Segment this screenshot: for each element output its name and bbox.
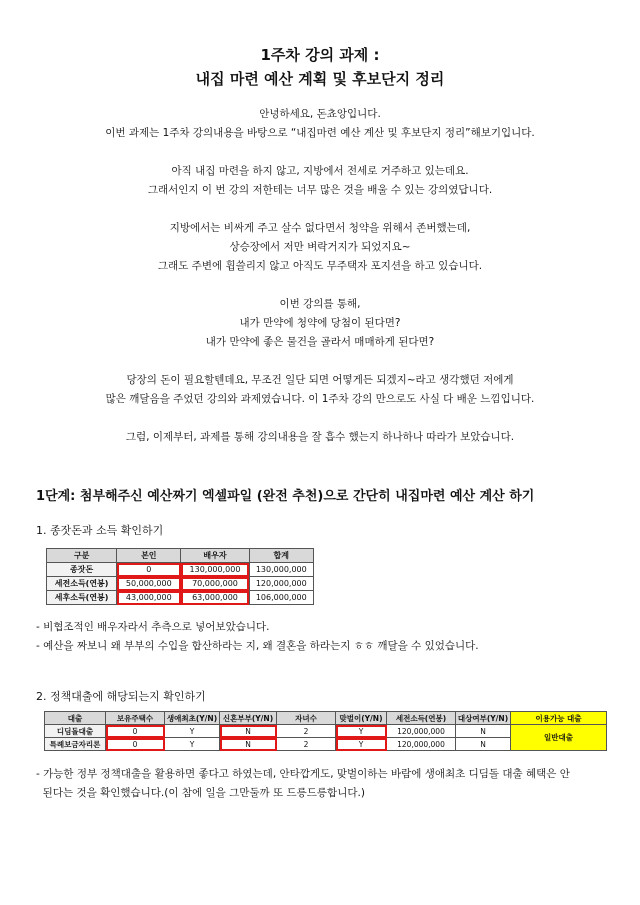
intro-line: 그래도 주변에 휩쓸리지 않고 아직도 무주택자 포지션을 하고 있습니다. [157,260,483,272]
intro-line: 많은 깨달음을 주었던 강의와 과제였습니다. 이 1주차 강의 만으로도 사실 다 배운 느낌입니다. [105,393,535,405]
table-cell: N [456,725,511,738]
step1-subheading-1: 1. 종잣돈과 소득 확인하기 [36,524,164,537]
table-header-cell: 보유주택수 [106,712,165,725]
intro-spacer [0,143,640,162]
table-row [45,725,607,738]
intro-line: 내가 만약에 청약에 당첨이 된다면? [239,317,401,329]
table-header-cell: 구분 [47,549,117,563]
table-cell: Y [336,738,387,751]
intro-line: 내가 만약에 좋은 물건을 골라서 매매하게 된다면? [205,336,435,348]
intro-line: 그럼, 이제부터, 과제를 통해 강의내용을 잘 흡수 했는지 하나하나 따라가 보았습니다. [125,431,515,443]
table-header-cell: 본인 [117,549,181,563]
table-header-cell: 생애최초(Y/N) [165,712,220,725]
title-line-2: 내집 마련 예산 계획 및 후보단지 정리 [195,70,445,88]
table-row [47,577,314,591]
table-cell: 0 [106,738,165,751]
table-row [47,563,314,577]
table-row-label: 세후소득(연봉) [47,591,117,605]
intro-line: 그래서인지 이 번 강의 저한테는 너무 많은 것을 배울 수 있는 강의였답니다. [147,184,493,196]
note-line: - 예산을 짜보니 왜 부부의 수입을 합산하라는 지, 왜 결혼을 하라는지 ㅎㅎ 깨달을 수 있었습니다. [36,640,479,652]
table-header-row [47,549,314,563]
table-cell: 0 [117,563,181,577]
intro-spacer [0,409,640,428]
intro-line: 아직 내집 마련을 하지 않고, 지방에서 전세로 거주하고 있는데요. [171,165,469,177]
table-header-cell: 자녀수 [277,712,336,725]
table-cell: 2 [277,725,336,738]
table-cell: N [456,738,511,751]
table-header-cell: 신혼부부(Y/N) [220,712,277,725]
table-header-cell: 맞벌이(Y/N) [336,712,387,725]
table-header-cell: 배우자 [181,549,249,563]
table-cell: 43,000,000 [117,591,181,605]
table-row [47,591,314,605]
note-line: 된다는 것을 확인했습니다.(이 참에 일을 그만둘까 또 드릉드릉합니다.) [36,787,365,799]
intro-spacer [0,276,640,295]
intro-line: 지방에서는 비싸게 주고 살수 없다면서 청약을 위해서 존버했는데, [169,222,471,234]
table-row-label: 세전소득(연봉) [47,577,117,591]
table-header-cell: 세전소득(연봉) [387,712,456,725]
seed-income-table [46,548,314,605]
policy-loan-table [44,711,607,751]
loan-result-cell: 일반대출 [511,725,607,751]
table-cell: N [220,725,277,738]
step1-heading: 1단계: 첨부해주신 예산짜기 엑셀파일 (완전 추천)으로 간단히 내집마련 예산 계산 하기 [36,489,535,504]
table-cell: 106,000,000 [249,591,313,605]
table-row-label: 종잣돈 [47,563,117,577]
table-header-cell: 이용가능 대출 [511,712,607,725]
table-header-cell: 합계 [249,549,313,563]
title-line-1: 1주차 강의 과제 : [260,46,380,64]
table-cell: N [220,738,277,751]
intro-line: 상승장에서 저만 벼락거지가 되었지요~ [229,241,411,253]
table-cell: 50,000,000 [117,577,181,591]
note-line: - 가능한 정부 정책대출을 활용하면 좋다고 하였는데, 안타깝게도, 맞벌이하는 바람에 생애최초 디딤돌 대출 혜택은 안 [36,768,570,780]
table-header-cell: 대출 [45,712,106,725]
table-cell: 130,000,000 [181,563,249,577]
table-cell: 70,000,000 [181,577,249,591]
table-cell: 120,000,000 [249,577,313,591]
note-line: - 비협조적인 배우자라서 추측으로 넣어보았습니다. [36,621,270,633]
table-cell: Y [336,725,387,738]
table-header-cell: 대상여부(Y/N) [456,712,511,725]
table-cell: 2 [277,738,336,751]
intro-spacer [0,200,640,219]
table-cell: 120,000,000 [387,725,456,738]
intro-line: 안녕하세요, 돈쵸앙입니다. [259,108,381,120]
table-header-row [45,712,607,725]
intro-spacer [0,352,640,371]
table-cell: 120,000,000 [387,738,456,751]
table-cell: 130,000,000 [249,563,313,577]
intro-line: 이번 강의를 통해, [279,298,361,310]
step1-subheading-2: 2. 정책대출에 해당되는지 확인하기 [36,690,206,703]
table-row-label: 디딤돌대출 [45,725,106,738]
table-row-label: 특례보금자리론 [45,738,106,751]
table-cell: Y [165,738,220,751]
intro-line: 당장의 돈이 필요할텐데요, 무조건 일단 되면 어떻게든 되겠지~라고 생각했던 저에게 [126,374,514,386]
intro-line: 이번 과제는 1주차 강의내용을 바탕으로 “내집마련 예산 계산 및 후보단지 정리”해보기입니다. [105,127,535,139]
intro-paragraph [0,105,640,447]
table-cell: 63,000,000 [181,591,249,605]
table-cell: 0 [106,725,165,738]
table-cell: Y [165,725,220,738]
